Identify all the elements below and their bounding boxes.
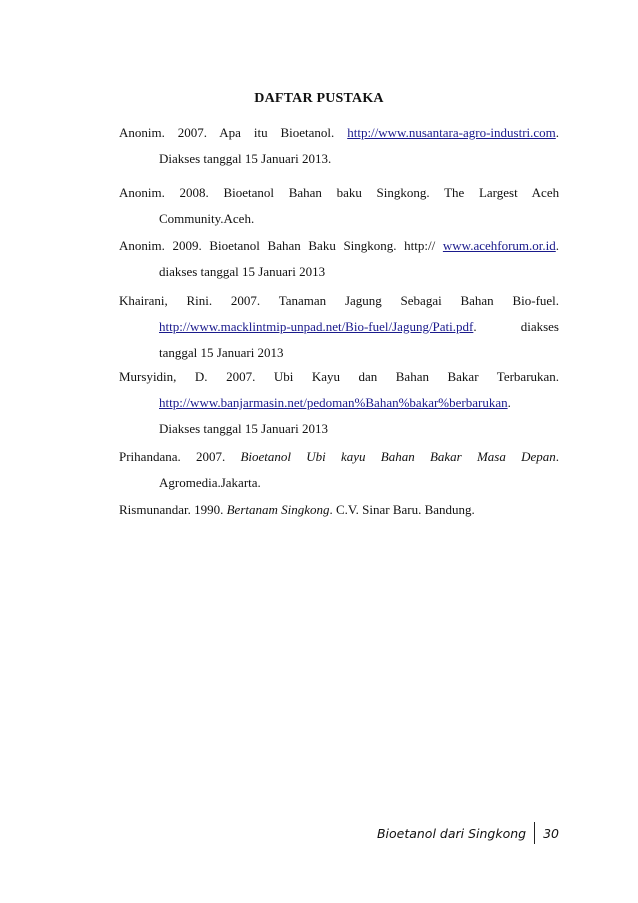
reference-line: tanggal 15 Januari 2013 xyxy=(159,345,284,360)
ref-author: Anonim. xyxy=(119,125,165,140)
ref-punct: . xyxy=(555,238,559,253)
reference-line xyxy=(119,497,559,523)
ref-title-word: Bakar xyxy=(429,449,462,464)
ref-word: Sebagai xyxy=(400,293,442,308)
ref-author: Anonim. xyxy=(119,185,165,200)
reference-entry xyxy=(119,364,559,442)
ref-title-word: kayu xyxy=(340,449,366,464)
ref-word: Largest xyxy=(478,185,518,200)
reference-entry xyxy=(119,288,559,366)
reference-line xyxy=(119,364,559,390)
ref-word: itu xyxy=(253,125,268,140)
reference-line: Agromedia.Jakarta. xyxy=(159,475,261,490)
ref-year: 2007. xyxy=(226,369,256,384)
footer-divider xyxy=(534,822,535,844)
reference-entry xyxy=(119,233,559,285)
ref-word: Bio-fuel. xyxy=(512,293,559,308)
footer-page-number: 30 xyxy=(543,825,559,841)
ref-title-word: Masa xyxy=(476,449,506,464)
reference-line: Diakses tanggal 15 Januari 2013. xyxy=(159,151,332,166)
ref-author: Mursyidin, xyxy=(119,369,177,384)
ref-title-word: Bioetanol xyxy=(240,449,291,464)
ref-author: Khairani, xyxy=(119,293,168,308)
ref-link[interactable]: www.acehforum.or.id xyxy=(442,238,556,253)
ref-text: Rismunandar. 1990. xyxy=(119,502,227,517)
ref-text: . C.V. Sinar Baru. Bandung. xyxy=(329,502,475,517)
ref-word: diakses xyxy=(520,319,559,334)
ref-punct: . xyxy=(507,395,511,410)
ref-title-word: Depan xyxy=(521,449,556,464)
ref-title: Bertanam Singkong xyxy=(226,502,330,517)
ref-word: The xyxy=(444,185,465,200)
reference-entry xyxy=(119,120,559,172)
ref-link[interactable]: http://www.banjarmasin.net/pedoman%Bahan%bakar%berbarukan xyxy=(159,395,508,410)
reference-line xyxy=(119,390,559,416)
page-footer xyxy=(377,822,559,844)
footer-book-title: Bioetanol dari Singkong xyxy=(376,825,527,841)
ref-word: Bahan xyxy=(288,185,322,200)
ref-year: 2007. xyxy=(230,293,261,308)
ref-link[interactable]: http://www.macklintmip-unpad.net/Bio-fuel/Jagung/Pati.pdf xyxy=(159,319,474,334)
reference-line xyxy=(119,444,559,470)
ref-year: 2008. xyxy=(179,185,209,200)
ref-title-word: Bahan xyxy=(380,449,415,464)
ref-word: Kayu xyxy=(311,369,340,384)
ref-word: D. xyxy=(194,369,208,384)
reference-line: diakses tanggal 15 Januari 2013 xyxy=(159,264,326,279)
ref-word: Tanaman xyxy=(278,293,327,308)
ref-punct: . xyxy=(473,319,477,334)
reference-line xyxy=(119,120,559,146)
reference-line xyxy=(119,180,559,206)
reference-line xyxy=(119,233,559,259)
ref-title-word: Ubi xyxy=(306,449,326,464)
ref-word: dan xyxy=(358,369,378,384)
ref-punct: . xyxy=(555,125,559,140)
ref-word: Jagung xyxy=(344,293,382,308)
reference-entry xyxy=(119,180,559,232)
ref-word: Singkong. xyxy=(376,185,430,200)
reference-line xyxy=(119,288,559,314)
ref-author: Prihandana. xyxy=(119,449,181,464)
page-title: DAFTAR PUSTAKA xyxy=(254,91,384,106)
ref-year: 2007. xyxy=(195,449,226,464)
ref-word: Terbarukan. xyxy=(496,369,559,384)
ref-year: 2007. xyxy=(177,125,208,140)
ref-word: Bakar xyxy=(447,369,479,384)
ref-word: Bioetanol. xyxy=(280,125,335,140)
ref-word: Bioetanol xyxy=(223,185,275,200)
ref-word: Bahan xyxy=(395,369,429,384)
reference-entry xyxy=(119,444,559,496)
reference-line: Diakses tanggal 15 Januari 2013 xyxy=(159,421,328,436)
ref-punct: . xyxy=(555,449,559,464)
ref-link[interactable]: http://www.nusantara-agro-industri.com xyxy=(347,125,556,140)
ref-word: Aceh xyxy=(531,185,559,200)
ref-text: Anonim. 2009. Bioetanol Bahan Baku Singkong. http:// xyxy=(119,238,436,253)
ref-word: Ubi xyxy=(273,369,294,384)
ref-word: Rini. xyxy=(186,293,213,308)
reference-line: Community.Aceh. xyxy=(159,211,255,226)
ref-word: Bahan xyxy=(460,293,494,308)
reference-entry xyxy=(119,497,559,523)
ref-word: baku xyxy=(336,185,362,200)
ref-word: Apa xyxy=(219,125,241,140)
reference-line xyxy=(119,314,559,340)
